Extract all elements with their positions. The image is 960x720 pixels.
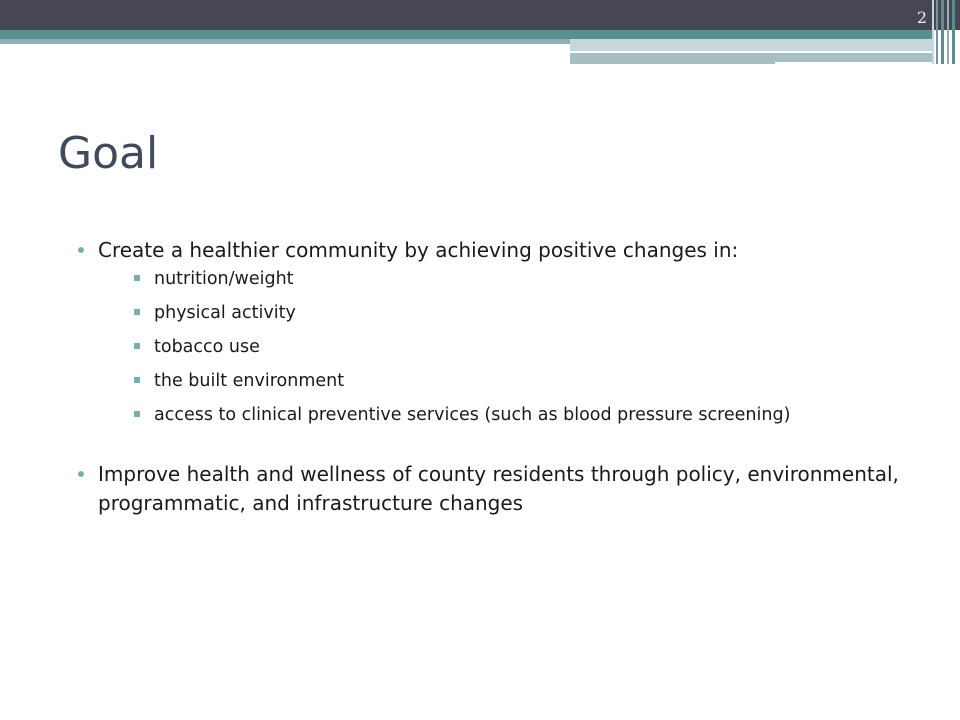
header-vertical-line [932,0,934,64]
sub-list [78,268,928,426]
header-stripe [570,39,932,51]
sub-item-text: access to clinical preventive services (such as blood pressure screening) [154,405,791,425]
bullet-text: Improve health and wellness of county residents through policy, environmental, programmatic, and infrastructure changes [98,462,899,515]
sub-item-text: the built environment [154,371,345,391]
header-stripe [0,39,570,44]
sub-item [134,404,794,426]
page-number: 2 [916,8,928,27]
slide-content [78,236,928,518]
header-vertical-line [947,0,949,64]
header-vertical-line [941,0,944,64]
sub-item-text: tobacco use [154,337,260,357]
square-bullet-icon [134,309,140,315]
sub-item [134,370,794,392]
sub-item-text: physical activity [154,303,296,323]
square-bullet-icon [134,343,140,349]
bullet-item [78,236,928,265]
bullet-item [78,460,928,518]
header-vertical-line [952,0,955,64]
bullet-dot-icon [78,471,84,477]
bullet-text: Create a healthier community by achieving positive changes in: [98,238,739,262]
square-bullet-icon [134,377,140,383]
header-stripe [775,62,932,64]
bullet-dot-icon [78,247,84,253]
header-vertical-line [936,0,938,64]
sub-item [134,336,794,358]
header-bar [0,0,960,30]
sub-item [134,302,794,324]
sub-item [134,268,794,290]
square-bullet-icon [134,275,140,281]
sub-item-text: nutrition/weight [154,269,294,289]
square-bullet-icon [134,411,140,417]
header-stripe [0,30,932,39]
slide-title: Goal [58,128,159,179]
